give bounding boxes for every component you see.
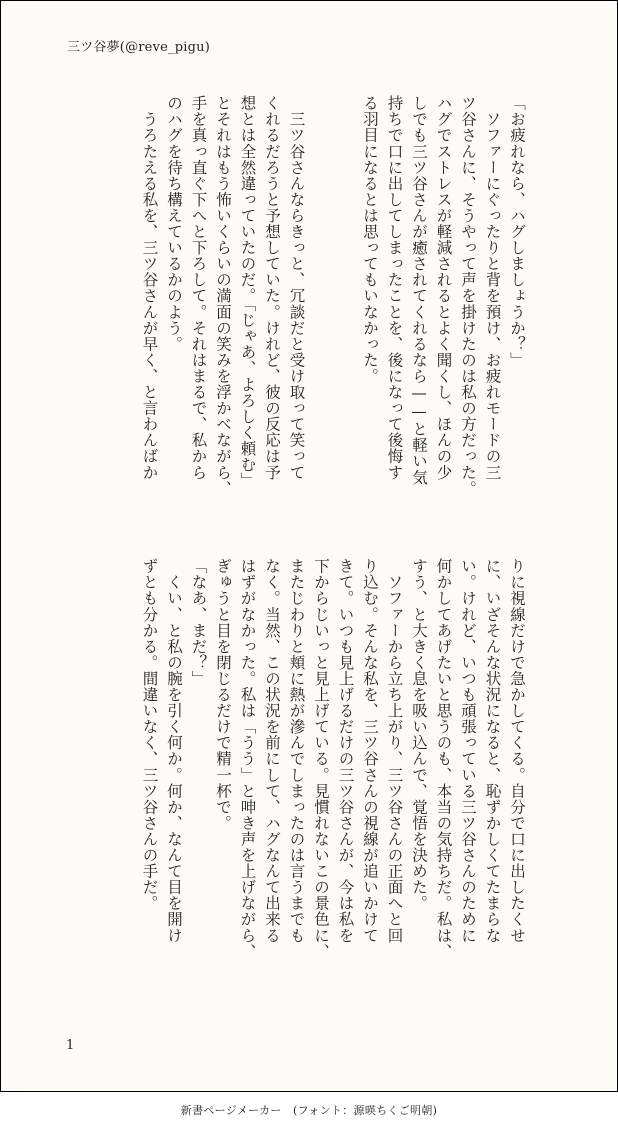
text-line: り込む。そんな私を、三ツ谷さんの視線が追いかけて <box>361 558 379 944</box>
text-line: ぎゅうと目を閉じるだけで精一杯で。 <box>214 558 232 831</box>
text-line: 下からじいっと見上げている。見慣れないこの景色に、 <box>312 558 330 960</box>
text-line: ソファーから立ち上がり、三ツ谷さんの正面へと回 <box>385 558 404 944</box>
page-number: 1 <box>66 1038 75 1053</box>
text-line: りに視線だけで急かしてくる。自分で口に出したくせ <box>508 558 526 944</box>
text-line: はずがなかった。私は「うう」と呻き声を上げながら、 <box>238 558 257 960</box>
text-line: 「お疲れなら、ハグしましょうか？」 <box>508 95 526 368</box>
text-line: 何かしてあげたいと思うのも、本当の気持ちだ。私は、 <box>434 558 453 960</box>
text-line: 「なあ、まだ？」 <box>189 558 208 687</box>
text-line: きて。いつも見上げるだけの三ツ谷さんが、今は私を <box>336 558 355 944</box>
blank-line <box>333 95 358 535</box>
text-line: ツ谷さんに、そうやって声を掛けたのは私の方だった。 <box>459 95 477 497</box>
text-line: なく。当然、この状況を前にして、ハグなんて出来る <box>263 558 281 944</box>
text-line: 三ツ谷さんならきっと、冗談だと受け取って笑って <box>287 95 306 481</box>
text-line: に、いざそんな状況になると、恥ずかしくてたまらな <box>483 558 502 944</box>
text-line: ずとも分かる。間違いなく、三ツ谷さんの手だ。 <box>140 558 159 912</box>
text-line: しでも三ツ谷さんが癒されてくれるなら——と軽い気 <box>410 95 428 486</box>
text-line: とそれはもう怖いくらいの満面の笑みを浮かべながら、 <box>214 95 232 497</box>
text-line: い。けれど、いつも頑張っている三ツ谷さんのために <box>459 558 477 944</box>
text-column-bottom <box>137 558 529 998</box>
text-line: 手を真っ直ぐ下へと下ろして。それはまるで、私から <box>189 95 208 481</box>
generator-credit: 新書ページメーカー (フォント：源暎ちくご明朝) <box>180 1104 438 1117</box>
text-line: くい、と私の腕を引く何か。何か、なんて目を開け <box>165 558 183 944</box>
text-line: ハグでストレスが軽減されるとよく聞くし、ほんの少 <box>434 95 453 481</box>
text-line: ソファーにぐったりと背を預け、お疲れモードの三 <box>483 95 502 481</box>
text-line: またじわりと頬に熱が滲んでしまったのは言うまでも <box>287 558 306 944</box>
author-header: 三ツ谷夢(@reve_pigu) <box>67 40 210 55</box>
blank-line <box>309 95 334 535</box>
text-line: 想とは全然違っていたのだ。「じゃあ、よろしく頼む」 <box>238 95 257 489</box>
text-column-top <box>137 95 529 535</box>
text-line: る羽目になるとは思ってもいなかった。 <box>361 95 379 384</box>
text-line: くれるだろうと予想していた。けれど、彼の反応は予 <box>263 95 281 481</box>
text-line: 持ちで口に出してしまったことを、後になって後悔す <box>385 95 404 481</box>
text-line: すう、と大きく息を吸い込んで、覚悟を決めた。 <box>410 558 428 912</box>
text-line: のハグを待ち構えているかのよう。 <box>165 95 183 352</box>
text-line: うろたえる私を、三ツ谷さんが早く、と言わんばか <box>140 95 159 481</box>
